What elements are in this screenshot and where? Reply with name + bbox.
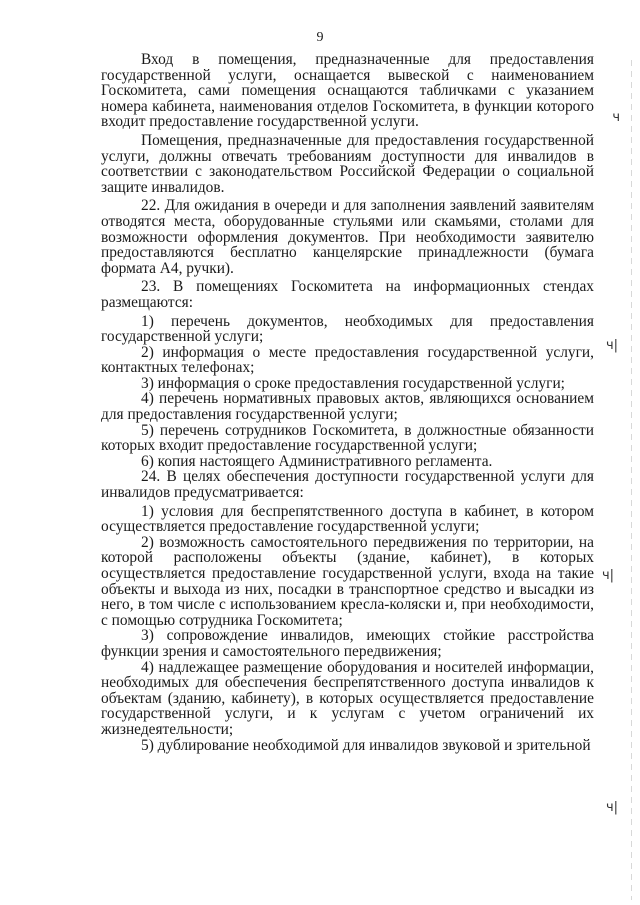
- margin-mark: ч|: [605, 338, 618, 353]
- list-item-23-2: 2) информация о месте предоставления государственной услуги, контактных телефонах;: [101, 343, 594, 377]
- list-item-24-5: 5) дублирование необходимой для инвалидов звуковой и зрительной: [141, 736, 591, 754]
- list-item-24-4: 4) надлежащее размещение оборудования и носителей информации, необходимых для обеспечения беспрепятственного доступа инвалидов к объектам (зданию, кабинету), в которых осуществляется предоставление государственной услуги, и к услугам с учетом ограничений их жизнедеятельности;: [101, 658, 594, 738]
- paragraph-22-waiting-area: 22. Для ожидания в очереди и для заполнения заявлений заявителям отводятся места, оборудованные стульями или скамьями, столами для возможности оформления документов. При необходимости заявителю предоставляются бесплатно канцелярские принадлежности (бумага формата А4, ручки).: [101, 197, 594, 277]
- margin-mark: ч|: [605, 800, 618, 815]
- list-item-24-2: 2) возможность самостоятельного передвижения по территории, на которой расположены объекты (здание, кабинет), в которых осуществляется предоставление государственной услуги, входа на такие объекты и выхода из них, посадки в транспортное средство и высадки из него, в том числе с использованием кресла-коляски и, при необходимости, с помощью сотрудника Госкомитета;: [101, 533, 594, 629]
- margin-mark: ч: [612, 110, 620, 125]
- paragraph-23-info-stands: 23. В помещениях Госкомитета на информационных стендах размещаются:: [101, 278, 594, 311]
- page-number: 9: [316, 30, 324, 45]
- scan-edge-line: [631, 60, 632, 900]
- list-item-24-3: 3) сопровождение инвалидов, имеющих стойкие расстройства функции зрения и самостоятельного передвижения;: [101, 627, 594, 660]
- list-item-23-1: 1) перечень документов, необходимых для предоставления государственной услуги;: [101, 312, 594, 346]
- list-item-23-3: 3) информация о сроке предоставления государственной услуги;: [141, 374, 565, 392]
- document-body: [101, 52, 594, 753]
- list-item-23-5: 5) перечень сотрудников Госкомитета, в должностные обязанности которых входит предоставление государственной услуги;: [101, 421, 594, 455]
- margin-mark: ч|: [601, 568, 614, 583]
- paragraph-accessibility-requirements: Помещения, предназначенные для предоставления государственной услуги, должны отвечать требованиям доступности для инвалидов в соответствии с законодательством Российской Федерации о социальной защите инвалидов.: [101, 131, 594, 196]
- list-item-24-1: 1) условия для беспрепятственного доступа в кабинет, в котором осуществляется предоставление государственной услуги;: [101, 502, 594, 536]
- list-item-23-6: 6) копия настоящего Административного регламента.: [141, 452, 493, 470]
- list-item-23-4: 4) перечень нормативных правовых актов, являющихся основанием для предоставления государственной услуги;: [101, 390, 594, 424]
- paragraph-24-accessibility: 24. В целях обеспечения доступности государственной услуги для инвалидов предусматривается:: [101, 468, 594, 502]
- paragraph-entrance-signage: Вход в помещения, предназначенные для предоставления государственной услуги, оснащается вывеской с наименованием Госкомитета, сами помещения оснащаются табличками с указанием номера кабинета, наименования отделов Госкомитета, в функции которого входит предоставление государственной услуги.: [101, 51, 594, 131]
